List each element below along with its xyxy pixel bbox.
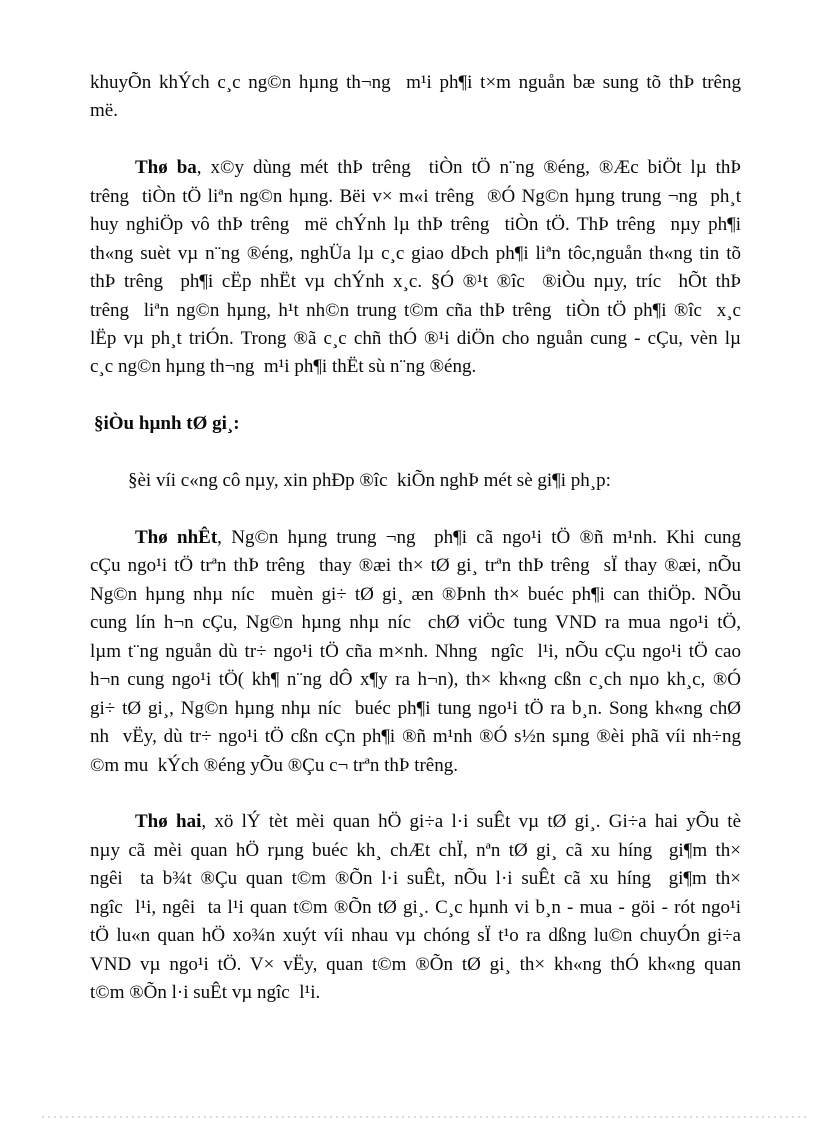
document-content	[90, 69, 741, 1036]
text-run: , Ng©n hµng trung ¬ng ph¶i cã ngo¹i tÖ ®ñ m¹nh. Khi cung	[217, 527, 741, 548]
text-line	[90, 524, 741, 552]
text-line: tÖ lu«n quan hÖ xo¾n xuýt víi nhau vµ chóng sÏ t¹o ra dßng lu©n chuyÓn gi÷a	[90, 925, 741, 947]
text-line: h¬n cung ngo¹i tÖ( kh¶ n¨ng dÔ x¶y ra h¬n), th× kh«ng cßn c¸ch nµo kh¸c, ®Ó	[90, 669, 741, 691]
text-run: , xö lÝ tèt mèi quan hÖ gi÷a l·i suÊt vµ tØ gi¸. Gi÷a hai yÕu tè	[201, 811, 741, 833]
paragraph-lead-bold: Thø hai	[135, 811, 202, 833]
text-line: VND vµ ngo¹i tÖ. V× vËy, quan t©m ®Õn tØ gi¸ th× kh«ng thÓ kh«ng quan	[90, 953, 741, 975]
text-line: thÞ trêng ph¶i cËp nhËt vµ chÝnh x¸c. §Ó ®¹t ®îc ®iÒu nµy, tríc hÕt thÞ	[90, 271, 741, 293]
text-line: ©m mu kÝch ®éng yÕu ®Çu c¬ trªn thÞ trêng.	[90, 754, 458, 776]
text-line	[90, 154, 741, 182]
text-line: nµy cã mèi quan hÖ rµng buéc kh¸ chÆt chÏ, nªn tØ gi¸ cã xu híng gi¶m th×	[90, 839, 741, 861]
paragraph-lead-bold: Thø ba	[135, 157, 197, 179]
text-line: cung lín h¬n cÇu, Ng©n hµng nhµ níc chØ viÖc tung VND ra mua ngo¹i tÖ,	[90, 612, 741, 634]
text-line: t©m ®Õn l·i suÊt vµ ngîc l¹i.	[90, 982, 321, 1003]
text-line	[90, 808, 741, 836]
paragraph-continuation	[90, 69, 741, 126]
text-line: lËp vµ ph¸t triÓn. Trong ®ã c¸c chñ thÓ ®¹i diÖn cho nguån cung - cÇu, vèn lµ	[90, 327, 741, 349]
paragraph-lead-bold: Thø nhÊt	[135, 527, 218, 548]
text-line: huy nghiÖp vô thÞ trêng më chÝnh lµ thÞ trêng tiÒn tÖ. ThÞ trêng nµy ph¶i	[90, 214, 741, 236]
text-line: trêng liªn ng©n hµng, h¹t nh©n trung t©m cña thÞ trêng tiÒn tÖ ph¶i ®îc x¸c	[90, 299, 741, 321]
scan-artifact-dotted-line	[42, 1116, 806, 1118]
text-line: gi÷ tØ gi¸, Ng©n hµng nhµ níc buéc ph¶i tung ngo¹i tÖ ra b¸n. Song kh«ng chØ	[90, 697, 741, 719]
text-line: trêng tiÒn tÖ liªn ng©n hµng. Bëi v× m«i trêng ®Ó Ng©n hµng trung ¬ng ph¸t	[90, 185, 741, 207]
text-line: më.	[90, 100, 118, 122]
text-line: lµm t¨ng nguån dù tr÷ ngo¹i tÖ cña m×nh. Nhng ngîc l¹i, nÕu cÇu ngo¹i tÖ cao	[90, 640, 741, 662]
paragraph-thu-ba	[90, 154, 741, 382]
paragraph-thu-nhat	[90, 524, 741, 780]
text-line: nh vËy, dù tr÷ ngo¹i tÖ cßn cÇn ph¶i ®ñ m¹nh ®Ó s½n sµng ®èi phã víi nh÷ng	[90, 726, 741, 748]
intro-paragraph	[90, 467, 741, 495]
paragraph-thu-hai	[90, 808, 741, 1007]
text-line: khuyÕn khÝch c¸c ng©n hµng th¬ng m¹i ph¶i t×m nguån bæ sung tõ thÞ trêng	[90, 72, 741, 93]
heading-text: §iÒu hµnh tØ gi¸:	[94, 413, 240, 435]
text-line: §èi víi c«ng cô nµy, xin phÐp ®îc kiÕn nghÞ mét sè gi¶i ph¸p:	[128, 470, 611, 492]
text-line: ngîc l¹i, ngêi ta l¹i quan t©m ®Õn tØ gi¸. C¸c hµnh vi b¸n - mua - göi - rót ngo¹i	[90, 896, 741, 918]
text-line: th«ng suèt vµ n¨ng ®éng, nghÜa lµ c¸c giao dÞch ph¶i liªn tôc,nguån th«ng tin tõ	[90, 242, 741, 264]
text-line: c¸c ng©n hµng th¬ng m¹i ph¶i thËt sù n¨ng ®éng.	[90, 356, 477, 378]
section-heading	[90, 410, 741, 438]
text-run: , x©y dùng mét thÞ trêng tiÒn tÖ n¨ng ®éng, ®Æc biÖt lµ thÞ	[196, 157, 741, 179]
text-line: ngêi ta b¾t ®Çu quan t©m ®Õn l·i suÊt, nÕu l·i suÊt cã xu híng gi¶m th×	[90, 868, 741, 890]
text-line: cÇu ngo¹i tÖ trªn thÞ trêng thay ®æi th× tØ gi¸ trªn thÞ trêng sÏ thay ®æi, nÕu	[90, 555, 741, 577]
text-line: Ng©n hµng nhµ níc muèn gi÷ tØ gi¸ æn ®Þnh th× buéc ph¶i can thiÖp. NÕu	[90, 583, 741, 605]
